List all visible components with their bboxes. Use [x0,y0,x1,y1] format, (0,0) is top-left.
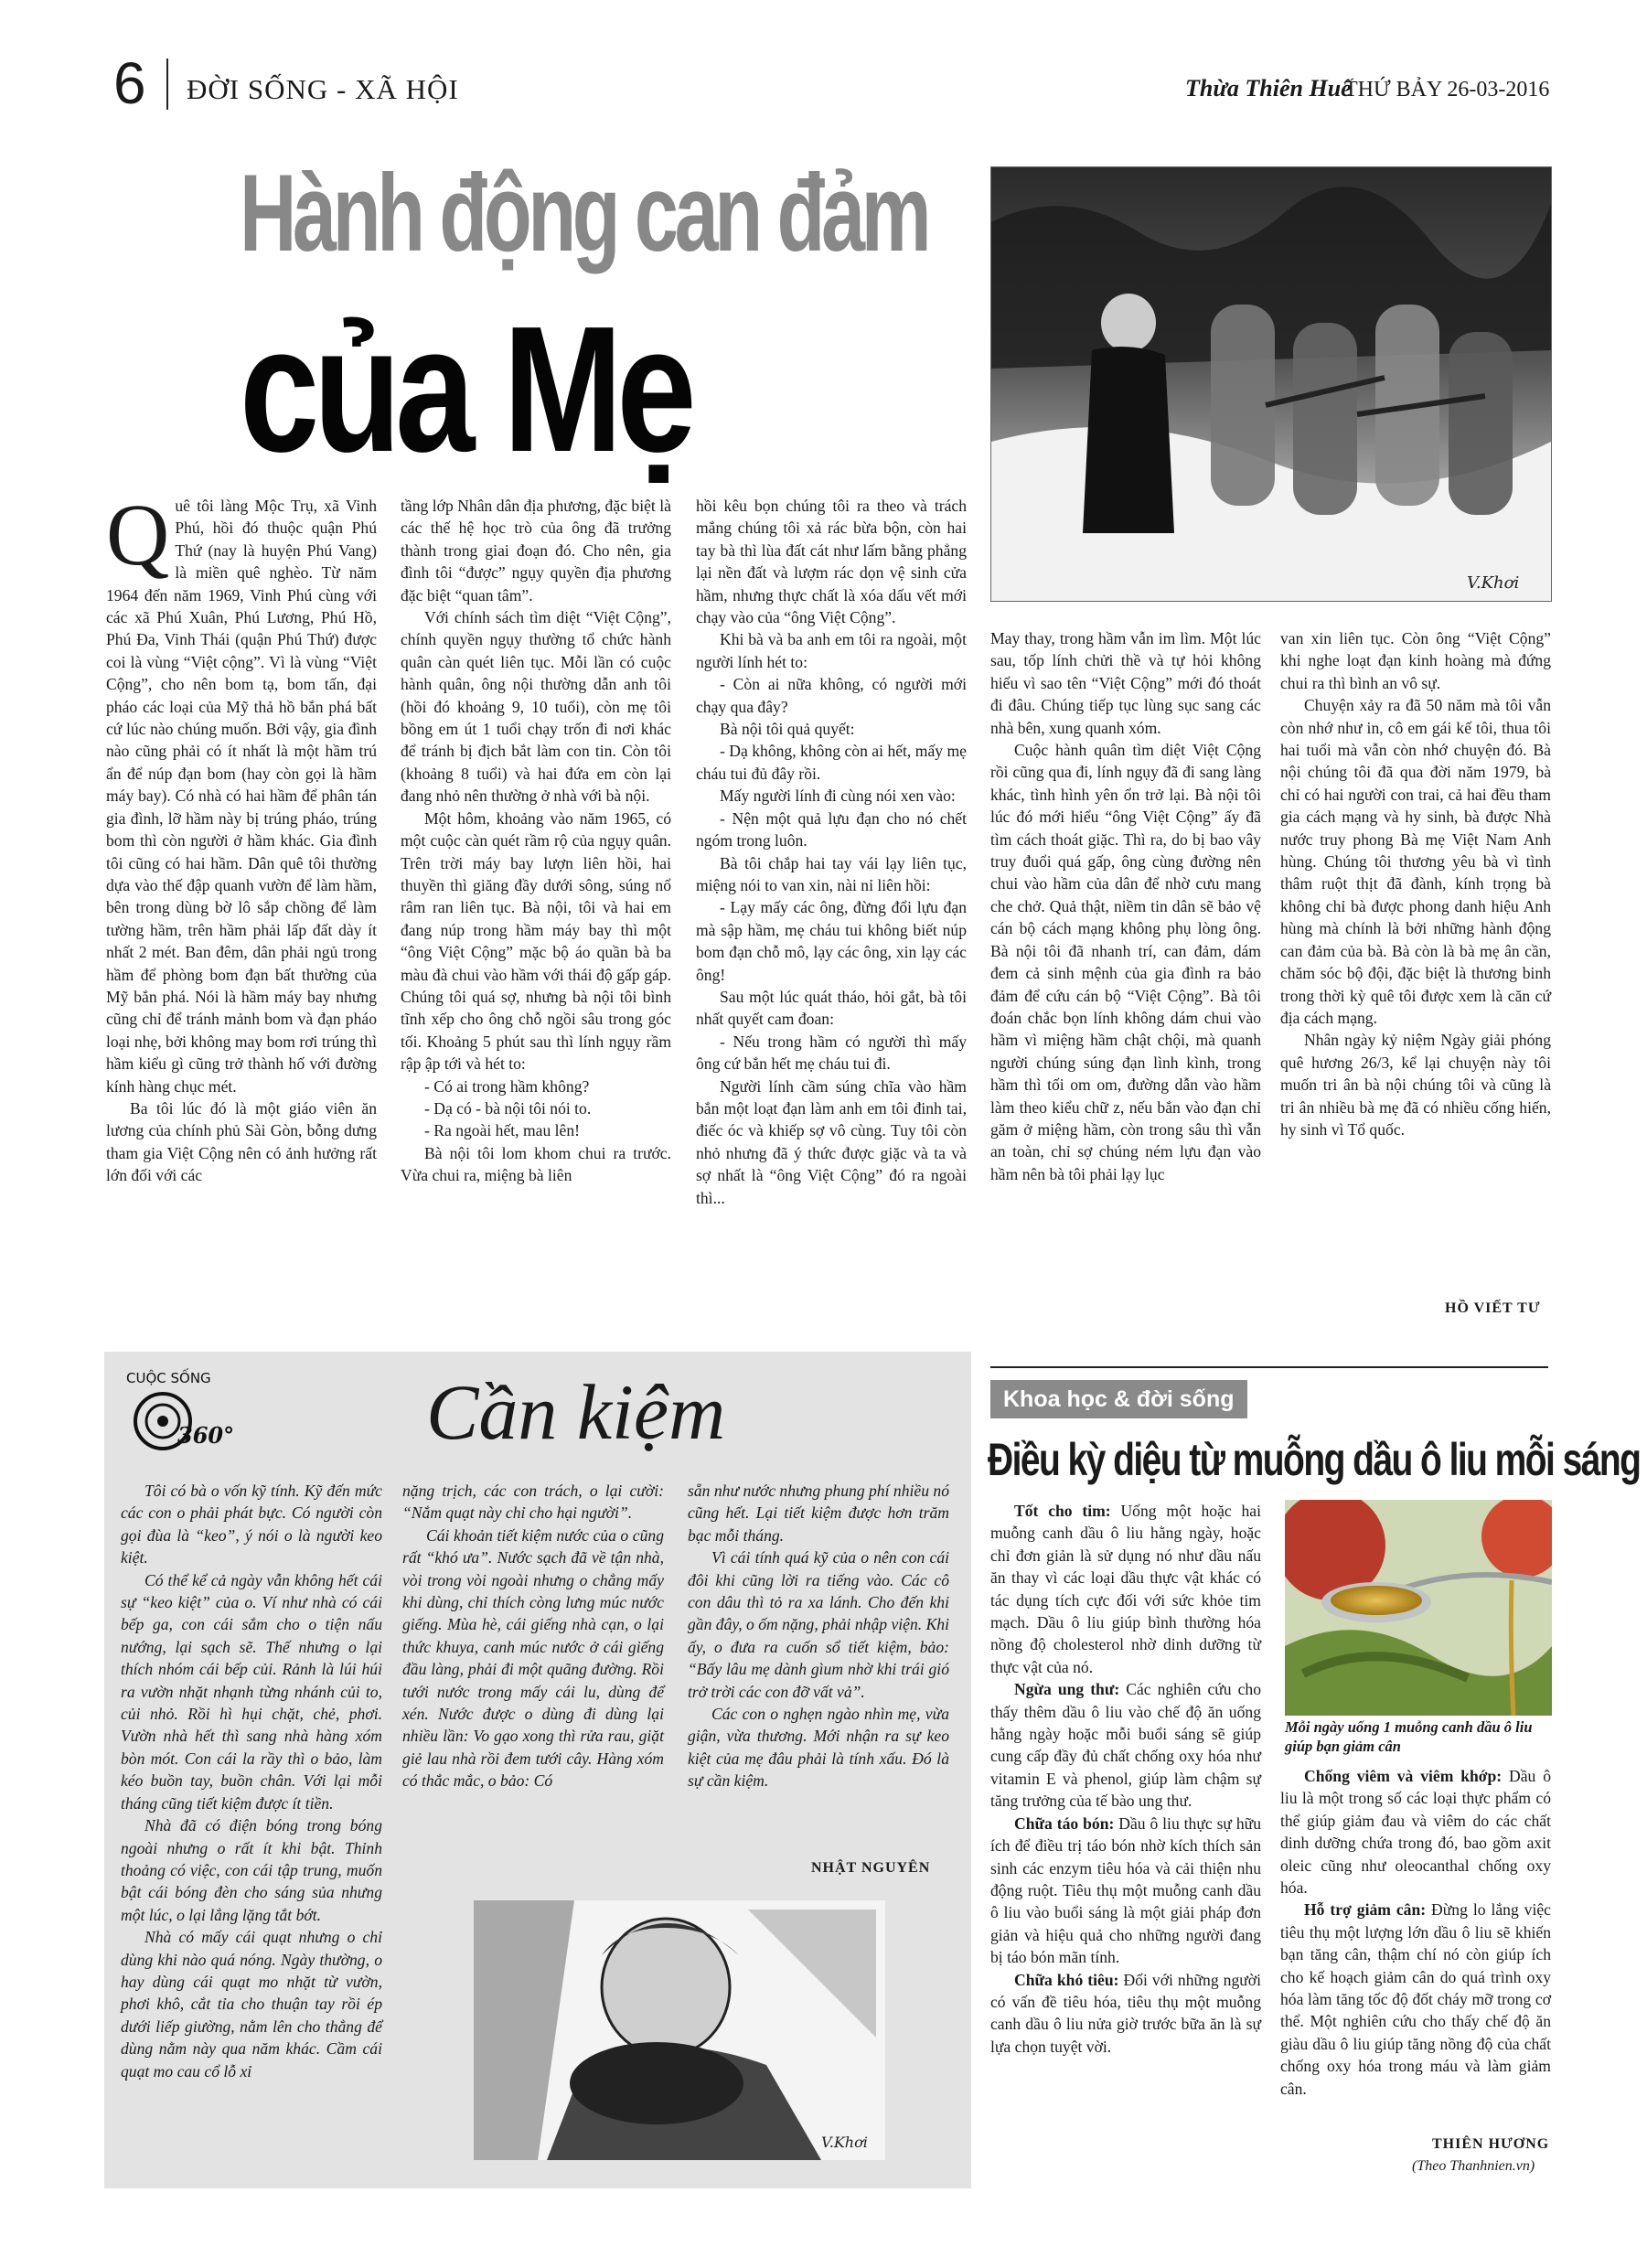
article2-illustration [474,1900,885,2160]
paragraph: May thay, trong hầm vẫn im lìm. Một lúc sau, tốp lính chửi thề và tự hỏi không hiểu vì sao tên “Việt Cộng” mới đó thoát đi đâu. Chúng tiếp tục lùng sục sang các nhà bên, xung quanh xóm. [990,629,1261,737]
artist-signature: V.Khơi [821,2134,868,2151]
section-tag: Khoa học & đời sống [990,1380,1247,1418]
paragraph: - Nện một quả lựu đạn cho nó chết ngóm trong luôn. [696,808,967,850]
paragraph: Tôi có bà o vốn kỹ tính. Kỹ đến mức các con o phải phát bực. Có người còn gọi đùa là “keo”, ý nói o là người keo kiệt. [121,1482,382,1567]
logo-text: CUỘC SỐNG [126,1370,211,1386]
article3-source: (Theo Thanhnien.vn) [1412,2158,1535,2174]
paragraph: Các con o nghẹn ngào nhìn mẹ, vừa giận, vừa thương. Mới nhận ra sự keo kiệt của mẹ đâu phải là tính xấu. Đó là sự cần kiệm. [688,1705,949,1791]
article3-para-4: Chữa khó tiêu: Đối với những người có vấn đề tiêu hóa, tiêu thụ một muỗng canh dầu ô liu nửa giờ trước bữa ăn là sự lựa chọn tuyệt vời. [990,1970,1261,2056]
paragraph: - Nếu trong hầm có người thì mấy ông cứ bắn hết mẹ cháu tui đi. [696,1032,967,1074]
article1-column-1 [106,486,377,1187]
paragraph: Bà nội tôi quả quyết: [720,720,855,739]
olive-oil-photo [1285,1500,1552,1716]
article1-illustration [990,166,1552,602]
article2-column-2 [402,1480,664,1792]
drop-cap: Q [106,486,170,583]
paragraph: sẵn như nước nhưng phung phí nhiều nó cũng hết. Lại tiết kiệm được hơn trăm bạc mỗi tháng. [688,1482,949,1545]
article3-title: Điều kỳ diệu từ muỗng dầu ô liu mỗi sáng [988,1434,1641,1485]
article3-para-6: Hỗ trợ giảm cân: Đừng lo lắng việc tiêu thụ một lượng lớn dầu ô liu sẽ khiến bạn tăng cân, thậm chí nó còn giúp ích cho kế hoạch giảm cân do quá trình oxy hóa làm tăng tốc độ đốt cháy mỡ trong cơ thể. Một nghiên cứu cho thấy chế độ ăn giàu dầu ô liu giúp tăng nồng độ của chất chống oxy hóa trong máu và làm giảm cân. [1280,1900,1551,2098]
article1-column-4 [990,627,1261,1185]
paragraph: nặng trịch, các con trách, o lại cười: “Nắm quạt này chỉ cho hại người”. [402,1482,664,1523]
paragraph: Một hôm, khoảng vào năm 1965, có một cuộc càn quét rầm rộ của ngụy quân. Trên trời máy bay lượn liên hồi, hai thuyền thì giăng đầy dưới sông, súng nổ râm ran liên tục. Bà nội, tôi và hai em đang núp trong hầm máy bay thì một “ông Việt Cộng” mặc bộ áo quần bà ba màu đà chui vào hầm với thái độ gấp gáp. Chúng tôi quá sợ, nhưng bà nội tôi bình tĩnh xếp cho ông chỗ ngồi sâu trong góc tối. Khoảng 5 phút sau thì lính ngụy rầm rập ập tới và hét to: [401,808,671,1074]
article1-column-3 [696,495,967,1209]
newspaper-name: Thừa Thiên Huế [1185,75,1352,102]
paragraph: Chuyện xảy ra đã 50 năm mà tôi vẫn còn nhớ như in, cô em gái kế tôi, thua tôi hai tuổi mà vẫn còn nhớ chuyện đó. Bà nội chúng tôi đã qua đời năm 1979, bà chỉ có hai người con trai, cả hai đều tham gia cách mạng và hy sinh, bà được Nhà nước truy phong Bà mẹ Việt Nam Anh hùng. Chúng tôi thương yêu bà vì tình thâm ruột thịt đã đành, kính trọng bà không chỉ bà được phong danh hiệu Anh hùng mà chính là bởi những hành động can đảm của bà. Bà còn là bà mẹ ân cần, chăm sóc bộ đội, đặc biệt là thương binh trong thời kỳ quê tôi được xem là căn cứ địa cách mạng. [1280,696,1551,1027]
photo-caption: Mỗi ngày uống 1 muỗng canh dầu ô liu giúp bạn giảm cân [1285,1718,1533,1755]
section-title: ĐỜI SỐNG - XÃ HỘI [187,73,459,105]
paragraph: hồi kêu bọn chúng tôi ra theo và trách mắng chúng tôi xả rác bừa bộn, còn hai tay bà thì lùa đất cát như lấm bằng phẳng lại nền đất và lượm rác dọn vệ sinh cửa hầm, nhưng thực chất là xóa dấu vết mới chạy vào của “ông Việt Cộng”. [696,497,967,627]
page-number: 6 [113,50,146,116]
paragraph: Mấy người lính đi cùng nói xen vào: [720,786,956,806]
paragraph: Nhà có mấy cái quạt nhưng o chỉ dùng khi nào quá nóng. Ngày thường, o hay dùng cái quạt mo nhặt từ vườn, phơi khô, cắt tỉa cho thuận tay rồi ép dưới liếp giường, nằm lên cho thẳng để dùng nằm này qua năm khác. Cầm cái quạt mo cau cổ lỗ xỉ [121,1928,382,2081]
article1-column-5 [1280,627,1551,1140]
article2-column-1 [121,1480,382,2082]
article1-col1-para-2: Ba tôi lúc đó là một giáo viên ăn lương của chính phủ Sài Gòn, bỗng dưng tham gia Việt Cộng nên có ảnh hưởng rất lớn đối với các [106,1098,377,1185]
paragraph: Khi bà và ba anh em tôi ra ngoài, một người lính hét to: [696,630,967,671]
paragraph: Với chính sách tìm diệt “Việt Cộng”, chính quyền ngụy thường tổ chức hành quân càn quét liên tục. Mỗi lần có cuộc hành quân, ông nội thường dẫn anh tôi (hồi đó khoảng 9, 10 tuổi), còn mẹ tôi bồng em út 1 tuổi chạy trốn đi nơi khác để tránh bị địch bắt làm con tin. Còn tôi (khoảng 8 tuổi) và hai đứa em còn lại đang nhỏ nên thường ở nhà với bà nội. [401,608,671,806]
paragraph: Bà nội tôi lom khom chui ra trước. Vừa chui ra, miệng bà liên [401,1143,671,1185]
article3-para-5: Chống viêm và viêm khớp: Dầu ô liu là một trong số các loại thực phẩm có thể giúp giảm đau và viêm do các chất dinh dưỡng chứa trong đó, bao gồm axit oleic cũng như oleocanthal chống oxy hóa. [1280,1767,1552,1898]
article2-column-3 [688,1480,949,1792]
article3-para-3: Chữa táo bón: Dầu ô liu thực sự hữu ích để điều trị táo bón nhờ kích thích sản sinh các enzym tiêu hóa và cải thiện nhu động ruột. Tiêu thụ một muỗng canh dầu ô liu vào buổi sáng là một giải pháp đơn giản và hiệu quả cho những người đang bị táo bón mãn tính. [990,1813,1261,1967]
paragraph: Sau một lúc quát tháo, hỏi gắt, bà tôi nhất quyết cam đoan: [696,987,967,1029]
paragraph: Người lính cầm súng chĩa vào hầm bắn một loạt đạn làm anh em tôi đinh tai, điếc óc và khiếp sợ vô cùng. Tuy tôi còn nhỏ nhưng đã ý thức được giặc và ta và sợ nhất là “ông Việt Cộng” đó ra ngoài thì... [696,1076,967,1207]
article3-column-2 [1280,1765,1551,2100]
paragraph: - Có ai trong hầm không? [424,1076,590,1096]
issue-date: THỨ BẢY 26-03-2016 [1344,78,1550,102]
article1-author: HỒ VIẾT TƯ [1445,1300,1541,1316]
paragraph: Cái khoản tiết kiệm nước của o cũng rất “khó ưa”. Nước sạch đã về tận nhà, vòi trong vòi ngoài nhưng o chẳng mấy khi dùng, chỉ thích còng lưng múc nước giếng. Mùa hè, cái giếng nhà cạn, o lại thức khuya, canh múc nước ở cái giếng đầu làng, phải đi một quãng đường. Rồi tưới nước trong mấy cái lu, dùng để xén. Nước được o dùng đi dùng lại nhiều lần: Vo gạo xong thì rửa rau, giặt giẻ lau nhà rồi đem tưới cây. Hàng xóm có thắc mắc, o bảo: Có [402,1525,664,1791]
paragraph: - Dạ có - bà nội tôi nói to. [424,1098,592,1118]
article1-column-2 [401,495,671,1187]
article1-title-line2: của Mẹ [240,289,691,489]
article1-title-line1: Hành động can đảm [240,152,928,274]
paragraph: Bà tôi chắp hai tay vái lạy liên tục, miệng nói to van xin, nài nỉ liên hồi: [696,853,967,894]
article3-para-1: Tốt cho tim: Uống một hoặc hai muỗng canh dầu ô liu hằng ngày, hoặc chỉ đơn giản là sử dụng nó như dầu nấu ăn thay vì các loại dầu thực vật khác có tác dụng tích cực đối với sức khỏe tim mạch. Dầu ô liu giúp bình thường hóa nồng độ cholesterol nhờ dinh dưỡng từ thực vật của nó. [990,1502,1261,1676]
article3-top-rule [990,1366,1548,1368]
paragraph: Nhà đã có điện bóng trong bóng ngoài nhưng o rất ít khi bật. Thỉnh thoảng có việc, con cái tập trung, muốn bật cái bóng đèn cho sáng sủa nhưng một lúc, o lại lẳng lặng tắt bớt. [121,1816,382,1924]
paragraph: van xin liên tục. Còn ông “Việt Cộng” khi nghe loạt đạn kinh hoàng mà đứng chui ra thì bình an vô sự. [1280,629,1551,692]
cuoc-song-logo [121,1364,258,1456]
article3-para-2: Ngừa ung thư: Các nghiên cứu cho thấy thêm dầu ô liu vào chế độ ăn uống hằng ngày hoặc mỗi buổi sáng sẽ giúp cung cấp đầy đủ chất chống oxy hóa như vitamin E và phenol, giúp làm chậm sự tăng trưởng của tế bào ung thư. [990,1680,1261,1811]
soldiers-drawing [991,167,1551,601]
paragraph: - Lạy mấy các ông, đừng đổi lựu đạn mà sập hầm, mẹ cháu tui không biết núp bom đạn chỗ mô, lạy các ông, xin lạy các ông! [696,898,967,984]
article1-col1-para-1: Quê tôi làng Mộc Trụ, xã Vinh Phú, hồi đó thuộc quận Phú Thứ (nay là huyện Phú Vang) là miền quê nghèo. Từ năm 1964 đến năm 1969, Vinh Phú cùng với các xã Phú Xuân, Phú Lương, Phú Hồ, Phú Đa, Vinh Thái (quận Phú Thứ) được coi là vùng “Việt cộng”. Vì là vùng “Việt Cộng”, cho nên bom tạ, bom tấn, đại pháo các loại của Mỹ thả hồ bắn phá bất cứ lúc nào chúng muốn. Bởi vậy, gia đình nào cũng phải có ít nhất là một hầm trú ẩn để núp đạn bom (hay còn gọi là hầm máy bay). Có nhà có hai hầm để phân tán gia đình, lỡ hầm này bị trúng pháo, trúng bom thì còn người ở hầm khác. Gia đình tôi cũng có hai hầm. Dân quê tôi thường dựa vào thế đập quanh vườn để làm hầm, bên trong dùng bờ lô sắp chồng để làm tường hầm, trên hầm phải lấp đất dày ít nhất 2 mét. Ban đêm, dân phải ngủ trong hầm để phòng bom đạn bất thường của Mỹ bắn phá. Nói là hầm máy bay nhưng cũng chỉ để tránh mảnh bom và đạn pháo loại nhẹ, bởi không may bom rơi trúng thì hầm kiểu gì cũng trở thành hố với đường kính hàng chục mét. [106,486,377,1096]
paragraph: Có thể kể cả ngày vẫn không hết cái sự “keo kiệt” của o. Ví như nhà có cái bếp ga, con cái sắm cho o tiện nấu nướng, lại sạch sẽ. Thế nhưng o lại thích nhóm cái bếp củi. Rảnh là lúi húi ra vườn nhặt nhạnh từng nhánh củi to, củi nhỏ. Rồi hì hụi chặt, chẻ, phơi. Vườn nhà hết thì sang nhà hàng xóm bòn mót. Con cái la rầy thì o bảo, làm kéo buồn tay, buồn chân. Với lại mỗi tháng cũng tiết kiệm được ít tiền. [121,1570,382,1813]
paragraph: - Còn ai nữa không, có người mới chạy qua đây? [696,675,967,716]
article2-title: Cần kiệm [426,1368,726,1456]
paragraph: Nhân ngày kỷ niệm Ngày giải phóng quê hương 26/3, kể lại chuyện này tôi muốn tri ân bà nội chúng tôi và cũng là tri ân nhiều bà mẹ đã có nhiều cống hiến, hy sinh vì Tổ quốc. [1280,1031,1551,1139]
paragraph: Cuộc hành quân tìm diệt Việt Cộng rồi cũng qua đi, lính ngụy đã đi sang làng khác, tình hình yên ổn trở lại. Bà nội tôi lúc đó mới hiểu “ông Việt Cộng” ấy đã tìm cách thoát giặc. Thì ra, do bị bao vây truy đuổi quá gấp, ông cùng đường nên chui vào hầm của dân để nhờ cưu mang che chở. Quả thật, niềm tin dân sẽ bảo vệ cán bộ cách mạng không phụ lòng ông. Bà nội tôi đã nhanh trí, can đảm, dám đem cả sinh mệnh của gia đình ra bảo đảm để cứu cán bộ “Việt Cộng”. Bà tôi đoán chắc bọn lính không dám chui vào hầm vì miệng hầm chật chội, mà quanh người chúng súng đạn lình kình, trong hầm thì tối om om, đường dẫn vào hầm làm theo kiểu chữ z, nếu bắn vào đạn chỉ găm ở miệng hầm, còn trong sâu thì vẫn an toàn, chỉ sợ chúng ném lựu đạn vào hầm nên bà tôi phải lạy lục [990,741,1261,1183]
artist-signature: V.Khơi [1467,573,1520,593]
paragraph: Vì cái tính quá kỹ của o nên con cái đôi khi cũng lời ra tiếng vào. Các cô con dâu thì tỏ ra xa lánh. Cho đến khi gần đây, o ốm nặng, phải nhập viện. Khi ấy, o đưa ra cuốn sổ tiết kiệm, bảo: “Bấy lâu mẹ dành gìum nhờ khi trái gió trở trời các con đỡ vất vả”. [688,1548,949,1701]
paragraph: tầng lớp Nhân dân địa phương, đặc biệt là các thế hệ học trò của ông đã trưởng thành trong giai đoạn đó. Cho nên, gia đình tôi “được” ngụy quyền địa phương đặc biệt “quan tâm”. [401,497,671,604]
paragraph: - Dạ không, không còn ai hết, mấy mẹ cháu tui đủ đây rồi. [696,742,967,783]
paragraph: - Ra ngoài hết, mau lên! [424,1121,581,1140]
header-divider [166,59,168,110]
article2-author: NHẬT NGUYÊN [811,1860,931,1876]
logo-number: 360° [177,1422,235,1449]
article3-column-1 [990,1500,1261,2058]
article3-author: THIÊN HƯƠNG [1432,2136,1550,2152]
